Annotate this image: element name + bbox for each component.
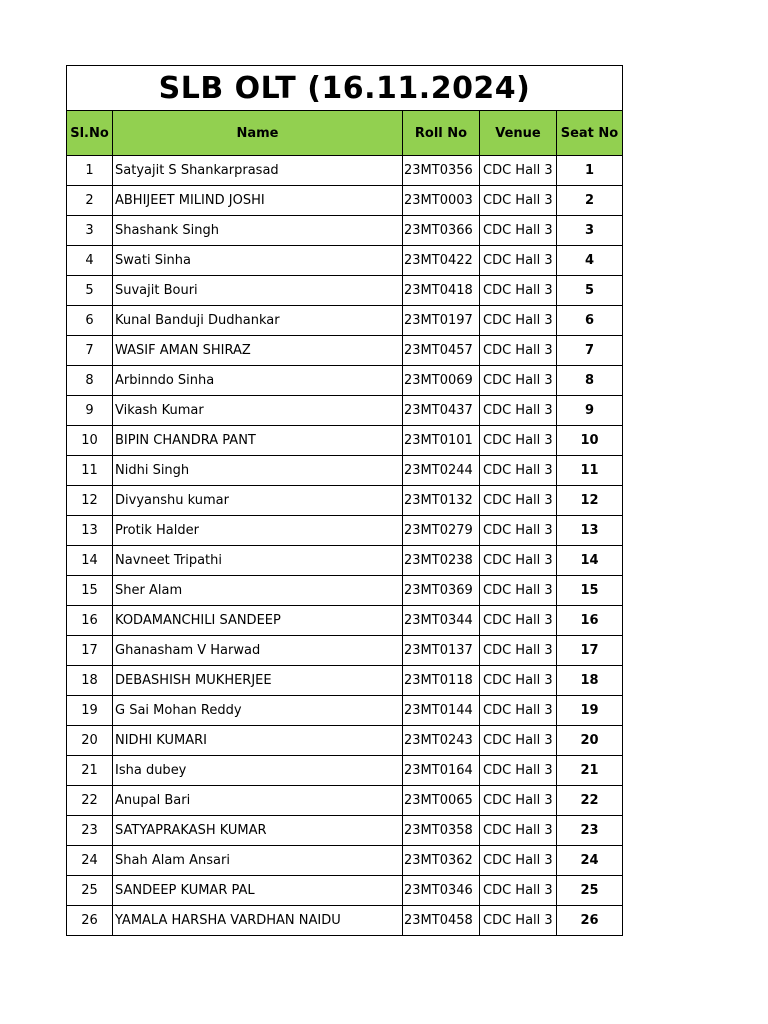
- table-body: [67, 156, 623, 936]
- table-row: [67, 516, 623, 546]
- table-row: [67, 456, 623, 486]
- cell-name: YAMALA HARSHA VARDHAN NAIDU: [113, 906, 403, 936]
- table-row: [67, 396, 623, 426]
- column-header-name: Name: [113, 111, 403, 156]
- table-row: [67, 786, 623, 816]
- cell-venue: CDC Hall 3: [480, 666, 557, 696]
- cell-venue: CDC Hall 3: [480, 726, 557, 756]
- cell-name: G Sai Mohan Reddy: [113, 696, 403, 726]
- cell-sl-no: 18: [67, 666, 113, 696]
- table-row: [67, 276, 623, 306]
- cell-sl-no: 7: [67, 336, 113, 366]
- cell-venue: CDC Hall 3: [480, 786, 557, 816]
- cell-seat-no: 11: [557, 456, 623, 486]
- cell-name: DEBASHISH MUKHERJEE: [113, 666, 403, 696]
- cell-sl-no: 9: [67, 396, 113, 426]
- cell-sl-no: 14: [67, 546, 113, 576]
- cell-venue: CDC Hall 3: [480, 516, 557, 546]
- cell-sl-no: 10: [67, 426, 113, 456]
- cell-venue: CDC Hall 3: [480, 306, 557, 336]
- cell-roll-no: 23MT0244: [403, 456, 480, 486]
- cell-seat-no: 18: [557, 666, 623, 696]
- seating-table: [66, 65, 623, 936]
- cell-roll-no: 23MT0437: [403, 396, 480, 426]
- cell-name: Shah Alam Ansari: [113, 846, 403, 876]
- cell-sl-no: 13: [67, 516, 113, 546]
- cell-venue: CDC Hall 3: [480, 486, 557, 516]
- cell-venue: CDC Hall 3: [480, 546, 557, 576]
- cell-seat-no: 9: [557, 396, 623, 426]
- table-row: [67, 846, 623, 876]
- cell-seat-no: 4: [557, 246, 623, 276]
- table-row: [67, 426, 623, 456]
- cell-name: Ghanasham V Harwad: [113, 636, 403, 666]
- cell-seat-no: 7: [557, 336, 623, 366]
- cell-venue: CDC Hall 3: [480, 876, 557, 906]
- cell-venue: CDC Hall 3: [480, 456, 557, 486]
- cell-roll-no: 23MT0279: [403, 516, 480, 546]
- cell-roll-no: 23MT0069: [403, 366, 480, 396]
- cell-seat-no: 23: [557, 816, 623, 846]
- cell-name: Isha dubey: [113, 756, 403, 786]
- cell-sl-no: 26: [67, 906, 113, 936]
- table-row: [67, 186, 623, 216]
- cell-name: NIDHI KUMARI: [113, 726, 403, 756]
- cell-seat-no: 17: [557, 636, 623, 666]
- cell-roll-no: 23MT0344: [403, 606, 480, 636]
- cell-venue: CDC Hall 3: [480, 636, 557, 666]
- cell-name: Navneet Tripathi: [113, 546, 403, 576]
- column-header-venue: Venue: [480, 111, 557, 156]
- cell-venue: CDC Hall 3: [480, 576, 557, 606]
- cell-seat-no: 24: [557, 846, 623, 876]
- table-row: [67, 906, 623, 936]
- cell-venue: CDC Hall 3: [480, 186, 557, 216]
- table-row: [67, 246, 623, 276]
- cell-name: SANDEEP KUMAR PAL: [113, 876, 403, 906]
- cell-roll-no: 23MT0197: [403, 306, 480, 336]
- cell-roll-no: 23MT0065: [403, 786, 480, 816]
- cell-sl-no: 16: [67, 606, 113, 636]
- cell-roll-no: 23MT0101: [403, 426, 480, 456]
- cell-name: Divyanshu kumar: [113, 486, 403, 516]
- cell-seat-no: 16: [557, 606, 623, 636]
- cell-roll-no: 23MT0164: [403, 756, 480, 786]
- cell-name: BIPIN CHANDRA PANT: [113, 426, 403, 456]
- cell-sl-no: 5: [67, 276, 113, 306]
- cell-sl-no: 11: [67, 456, 113, 486]
- table-header-row: [67, 111, 623, 156]
- cell-sl-no: 3: [67, 216, 113, 246]
- table-row: [67, 486, 623, 516]
- cell-seat-no: 15: [557, 576, 623, 606]
- cell-sl-no: 25: [67, 876, 113, 906]
- page-title: SLB OLT (16.11.2024): [67, 66, 623, 111]
- cell-sl-no: 17: [67, 636, 113, 666]
- cell-name: Sher Alam: [113, 576, 403, 606]
- cell-venue: CDC Hall 3: [480, 246, 557, 276]
- column-header-roll-no: Roll No: [403, 111, 480, 156]
- table-row: [67, 666, 623, 696]
- cell-seat-no: 20: [557, 726, 623, 756]
- cell-sl-no: 22: [67, 786, 113, 816]
- table-row: [67, 156, 623, 186]
- cell-venue: CDC Hall 3: [480, 696, 557, 726]
- cell-sl-no: 2: [67, 186, 113, 216]
- cell-seat-no: 6: [557, 306, 623, 336]
- cell-name: Kunal Banduji Dudhankar: [113, 306, 403, 336]
- cell-name: Satyajit S Shankarprasad: [113, 156, 403, 186]
- table-row: [67, 636, 623, 666]
- cell-sl-no: 8: [67, 366, 113, 396]
- cell-sl-no: 20: [67, 726, 113, 756]
- cell-venue: CDC Hall 3: [480, 396, 557, 426]
- cell-roll-no: 23MT0422: [403, 246, 480, 276]
- cell-roll-no: 23MT0144: [403, 696, 480, 726]
- cell-roll-no: 23MT0003: [403, 186, 480, 216]
- cell-roll-no: 23MT0118: [403, 666, 480, 696]
- cell-roll-no: 23MT0238: [403, 546, 480, 576]
- cell-venue: CDC Hall 3: [480, 816, 557, 846]
- cell-sl-no: 23: [67, 816, 113, 846]
- cell-sl-no: 6: [67, 306, 113, 336]
- table-row: [67, 696, 623, 726]
- table-row: [67, 546, 623, 576]
- cell-venue: CDC Hall 3: [480, 366, 557, 396]
- cell-seat-no: 5: [557, 276, 623, 306]
- cell-seat-no: 22: [557, 786, 623, 816]
- table-row: [67, 816, 623, 846]
- cell-roll-no: 23MT0362: [403, 846, 480, 876]
- cell-roll-no: 23MT0358: [403, 816, 480, 846]
- cell-seat-no: 25: [557, 876, 623, 906]
- column-header-sl-no: Sl.No: [67, 111, 113, 156]
- cell-name: Shashank Singh: [113, 216, 403, 246]
- cell-name: Anupal Bari: [113, 786, 403, 816]
- cell-sl-no: 21: [67, 756, 113, 786]
- cell-roll-no: 23MT0457: [403, 336, 480, 366]
- cell-venue: CDC Hall 3: [480, 846, 557, 876]
- cell-name: WASIF AMAN SHIRAZ: [113, 336, 403, 366]
- cell-seat-no: 26: [557, 906, 623, 936]
- cell-venue: CDC Hall 3: [480, 336, 557, 366]
- table-row: [67, 576, 623, 606]
- cell-roll-no: 23MT0137: [403, 636, 480, 666]
- cell-name: SATYAPRAKASH KUMAR: [113, 816, 403, 846]
- cell-roll-no: 23MT0243: [403, 726, 480, 756]
- cell-seat-no: 14: [557, 546, 623, 576]
- table-row: [67, 756, 623, 786]
- cell-seat-no: 10: [557, 426, 623, 456]
- cell-sl-no: 15: [67, 576, 113, 606]
- cell-venue: CDC Hall 3: [480, 906, 557, 936]
- cell-roll-no: 23MT0356: [403, 156, 480, 186]
- cell-name: Swati Sinha: [113, 246, 403, 276]
- cell-seat-no: 1: [557, 156, 623, 186]
- table-row: [67, 876, 623, 906]
- cell-roll-no: 23MT0369: [403, 576, 480, 606]
- table-row: [67, 726, 623, 756]
- cell-venue: CDC Hall 3: [480, 216, 557, 246]
- cell-seat-no: 21: [557, 756, 623, 786]
- table-row: [67, 336, 623, 366]
- column-header-seat-no: Seat No: [557, 111, 623, 156]
- cell-venue: CDC Hall 3: [480, 156, 557, 186]
- cell-seat-no: 3: [557, 216, 623, 246]
- cell-sl-no: 12: [67, 486, 113, 516]
- cell-venue: CDC Hall 3: [480, 276, 557, 306]
- cell-name: Suvajit Bouri: [113, 276, 403, 306]
- cell-seat-no: 13: [557, 516, 623, 546]
- cell-roll-no: 23MT0418: [403, 276, 480, 306]
- table-row: [67, 216, 623, 246]
- cell-name: Arbinndo Sinha: [113, 366, 403, 396]
- cell-venue: CDC Hall 3: [480, 606, 557, 636]
- cell-roll-no: 23MT0346: [403, 876, 480, 906]
- cell-roll-no: 23MT0366: [403, 216, 480, 246]
- cell-name: ABHIJEET MILIND JOSHI: [113, 186, 403, 216]
- cell-venue: CDC Hall 3: [480, 756, 557, 786]
- cell-seat-no: 12: [557, 486, 623, 516]
- cell-roll-no: 23MT0132: [403, 486, 480, 516]
- cell-name: Nidhi Singh: [113, 456, 403, 486]
- cell-venue: CDC Hall 3: [480, 426, 557, 456]
- cell-name: KODAMANCHILI SANDEEP: [113, 606, 403, 636]
- table-row: [67, 306, 623, 336]
- table-row: [67, 366, 623, 396]
- cell-name: Protik Halder: [113, 516, 403, 546]
- cell-sl-no: 4: [67, 246, 113, 276]
- cell-sl-no: 19: [67, 696, 113, 726]
- cell-seat-no: 8: [557, 366, 623, 396]
- cell-sl-no: 24: [67, 846, 113, 876]
- table-row: [67, 606, 623, 636]
- cell-name: Vikash Kumar: [113, 396, 403, 426]
- cell-sl-no: 1: [67, 156, 113, 186]
- cell-roll-no: 23MT0458: [403, 906, 480, 936]
- cell-seat-no: 19: [557, 696, 623, 726]
- cell-seat-no: 2: [557, 186, 623, 216]
